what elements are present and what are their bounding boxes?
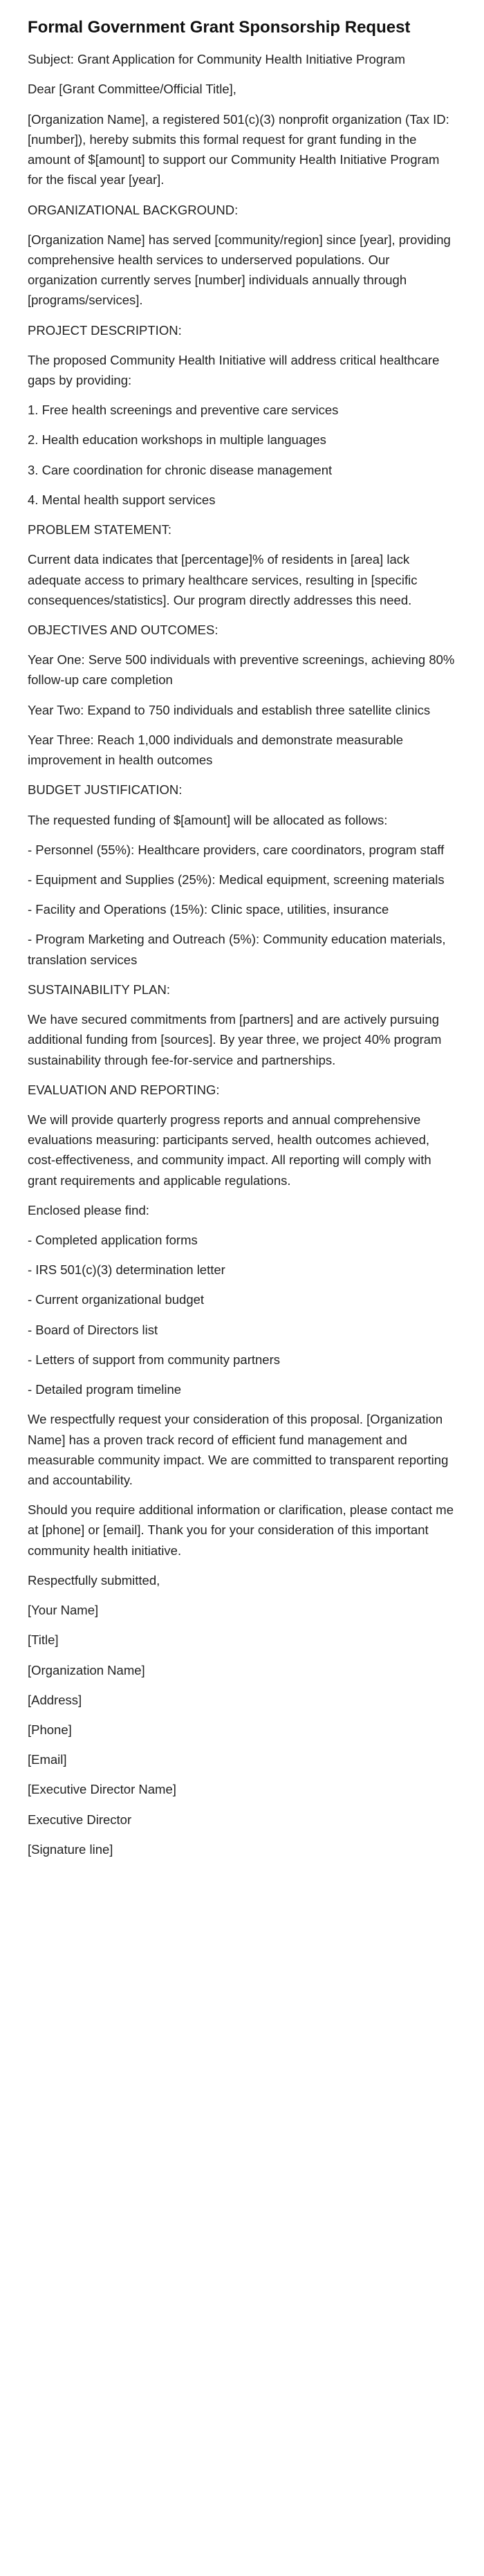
signature-phone: [Phone]	[28, 1722, 72, 1737]
signature-title: [Title]	[28, 1632, 59, 1648]
list-item: - Current organizational budget	[28, 1292, 205, 1307]
executive-director-name: [Executive Director Name]	[28, 1782, 176, 1797]
budget-paragraph: The requested funding of $[amount] will be allocated as follows:	[28, 812, 388, 827]
contact-paragraph: Should you require additional information or clarification, please contact me at [phone] or [email]. Thank you for your consideration of this important community health initiative.	[28, 1502, 454, 1558]
document-title: Formal Government Grant Sponsorship Request	[28, 18, 411, 37]
list-item: 2. Health education workshops in multiple languages	[28, 432, 326, 448]
list-item: - Equipment and Supplies (25%): Medical equipment, screening materials	[28, 872, 445, 887]
project-paragraph: The proposed Community Health Initiative will address critical healthcare gaps by providing:	[28, 352, 440, 388]
salutation: Dear [Grant Committee/Official Title],	[28, 82, 236, 97]
list-item: - Board of Directors list	[28, 1322, 158, 1337]
list-item: - IRS 501(c)(3) determination letter	[28, 1262, 225, 1278]
section-heading-problem: PROBLEM STATEMENT:	[28, 522, 171, 537]
evaluation-paragraph: We will provide quarterly progress reports and annual comprehensive evaluations measuring: participants served, health outcomes achieved, cost-effectiveness, and community impact. All reporting will comply with grant requirements and applicable regulations.	[28, 1112, 431, 1188]
signature-email: [Email]	[28, 1752, 67, 1767]
subject-line: Subject: Grant Application for Community Health Initiative Program	[28, 52, 405, 67]
section-heading-sustainability: SUSTAINABILITY PLAN:	[28, 982, 170, 997]
list-item: - Program Marketing and Outreach (5%): Community education materials, translation services	[28, 932, 446, 967]
objective-year-one: Year One: Serve 500 individuals with preventive screenings, achieving 80% follow-up care completion	[28, 652, 455, 688]
section-heading-project: PROJECT DESCRIPTION:	[28, 322, 182, 338]
list-item: - Detailed program timeline	[28, 1382, 182, 1397]
enclosures-heading: Enclosed please find:	[28, 1202, 149, 1217]
signature-address: [Address]	[28, 1692, 82, 1707]
section-heading-background: ORGANIZATIONAL BACKGROUND:	[28, 202, 239, 217]
section-heading-objectives: OBJECTIVES AND OUTCOMES:	[28, 623, 218, 637]
objective-year-three: Year Three: Reach 1,000 individuals and demonstrate measurable improvement in health outcomes	[28, 732, 404, 768]
executive-director-title: Executive Director	[28, 1812, 132, 1827]
closing-paragraph: We respectfully request your consideration of this proposal. [Organization Name] has a proven track record of efficient fund management and measurable community impact. We are committed to transparent reporting and accountability.	[28, 1412, 449, 1487]
section-heading-budget: BUDGET JUSTIFICATION:	[28, 782, 183, 798]
background-paragraph: [Organization Name] has served [community/region] since [year], providing comprehensive health services to underserved populations. Our organization currently serves [number] individuals annually through [programs/services].	[28, 232, 451, 308]
objective-year-two: Year Two: Expand to 750 individuals and establish three satellite clinics	[28, 702, 431, 717]
problem-paragraph: Current data indicates that [percentage]% of residents in [area] lack adequate access to primary healthcare services, resulting in [specific consequences/statistics]. Our program directly addresses this need.	[28, 552, 418, 607]
signature-name: [Your Name]	[28, 1603, 99, 1618]
list-item: - Personnel (55%): Healthcare providers, care coordinators, program staff	[28, 842, 445, 857]
sign-off: Respectfully submitted,	[28, 1572, 160, 1588]
list-item: 1. Free health screenings and preventive care services	[28, 403, 339, 418]
list-item: - Letters of support from community partners	[28, 1352, 280, 1367]
list-item: - Facility and Operations (15%): Clinic space, utilities, insurance	[28, 902, 389, 917]
list-item: - Completed application forms	[28, 1233, 198, 1248]
section-heading-evaluation: EVALUATION AND REPORTING:	[28, 1082, 220, 1097]
sustainability-paragraph: We have secured commitments from [partners] and are actively pursuing additional funding from [sources]. By year three, we project 40% program sustainability through fee-for-service and partnerships.	[28, 1012, 442, 1067]
intro-paragraph: [Organization Name], a registered 501(c)(3) nonprofit organization (Tax ID: [number]), hereby submits this formal request for grant funding in the amount of $[amount] to support our Community Health Initiative Program for the fiscal year [year].	[28, 111, 449, 187]
signature-line: [Signature line]	[28, 1841, 113, 1857]
list-item: 3. Care coordination for chronic disease management	[28, 462, 333, 477]
list-item: 4. Mental health support services	[28, 492, 216, 507]
signature-organization: [Organization Name]	[28, 1662, 145, 1677]
